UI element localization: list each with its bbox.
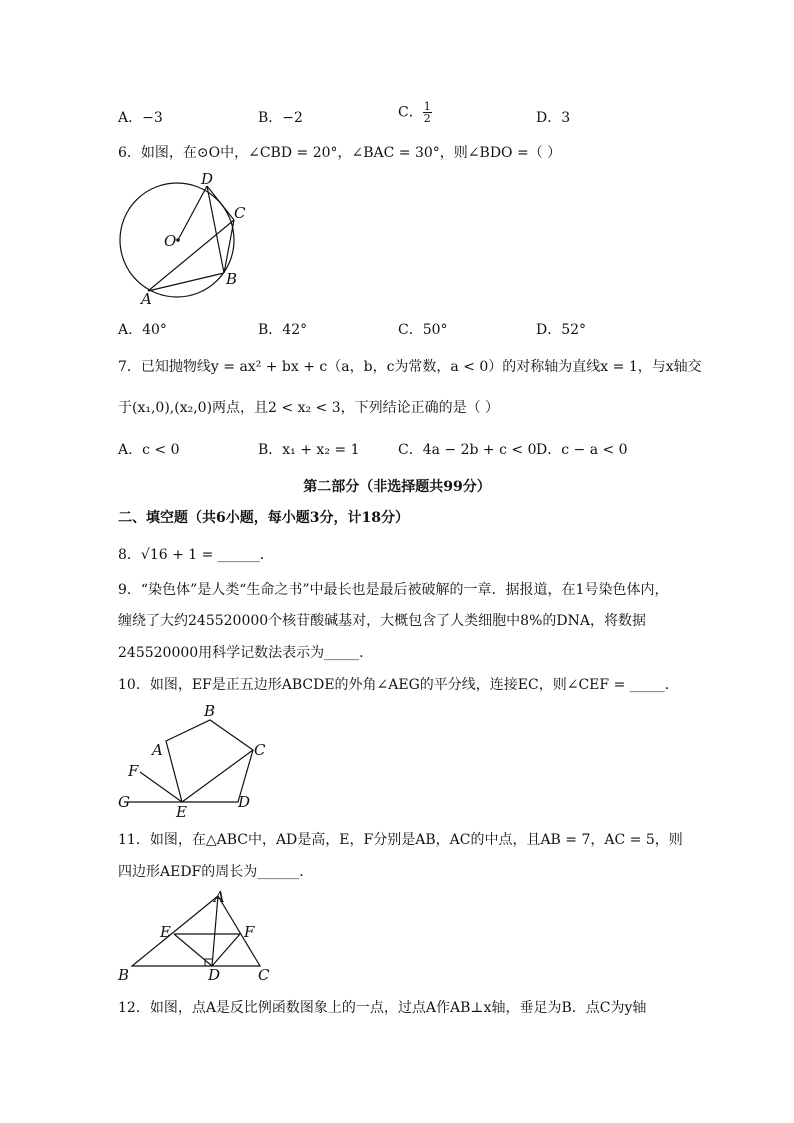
label-d: D — [238, 793, 251, 811]
fraction-numerator: 1 — [423, 100, 431, 113]
q6-option-d: D．52° — [536, 322, 587, 338]
center-point — [176, 238, 180, 242]
q6-option-c: C．50° — [398, 322, 448, 338]
q10-question-text: 10．如图，EF是正五边形ABCDE的外角∠AEG的平分线，连接EC，则∠CEF = _____． — [118, 677, 679, 693]
q7-option-c: C．4a − 2b + c < 0 — [398, 442, 537, 458]
label-a: A — [152, 741, 163, 759]
label-c: C — [254, 741, 266, 759]
label-f: F — [128, 762, 139, 780]
pentagon-abcde — [166, 720, 253, 802]
q6-question-text: 6．如图，在⊙O中，∠CBD = 20°，∠BAC = 30°，则∠BDO =（ ） — [118, 145, 562, 161]
label-e: E — [176, 803, 187, 820]
label-c: C — [234, 204, 246, 222]
label-d: D — [201, 170, 214, 188]
segment-cb — [224, 220, 234, 273]
q9-question-line1: 9．“染色体”是人类“生命之书”中最长也是最后被破解的一章．据报道，在1号染色体内， — [118, 582, 669, 598]
part2-title: 第二部分（非选择题共99分） — [303, 479, 491, 495]
q7-question-line2: 于(x₁,0),(x₂,0)两点，且2 < x₂ < 3，下列结论正确的是（ ） — [118, 400, 500, 416]
label-c: C — [258, 966, 270, 984]
q5-option-c-prefix: C． — [398, 104, 423, 121]
triangle-abc — [132, 896, 260, 966]
label-a: A — [214, 888, 225, 906]
label-g: G — [118, 793, 130, 811]
altitude-ad — [212, 896, 218, 966]
q5-option-a: A．−3 — [118, 110, 163, 126]
label-b: B — [204, 702, 216, 720]
label-b: B — [118, 966, 130, 984]
q7-option-a: A．c < 0 — [118, 442, 180, 458]
segment-fd — [212, 934, 240, 966]
q5-option-d: D．3 — [536, 110, 571, 126]
q7-question-line1: 7．已知抛物线y = ax² + bx + c（a，b，c为常数，a < 0）的对称轴为直线x = 1，与x轴交 — [118, 359, 702, 375]
q10-pentagon-figure — [112, 700, 272, 820]
label-b: B — [226, 270, 238, 288]
segment-dc — [207, 186, 234, 220]
label-a: A — [141, 290, 152, 308]
segment-ed — [174, 934, 212, 966]
q12-question-line1: 12．如图，点A是反比例函数图象上的一点，过点A作AB⊥x轴，垂足为B．点C为y轴 — [118, 1000, 647, 1016]
q11-question-line2: 四边形AEDF的周长为______． — [118, 864, 314, 880]
q5-option-c — [398, 101, 432, 124]
q8-question-text: 8．√16 + 1 = ______． — [118, 547, 274, 563]
q11-question-line1: 11．如图，在△ABC中，AD是高，E，F分别是AB，AC的中点，且AB = 7，AC = 5，则 — [118, 832, 683, 848]
q6-option-a: A．40° — [118, 322, 167, 338]
q9-question-line3: 245520000用科学记数法表示为_____． — [118, 645, 374, 661]
section2-title: 二、填空题（共6小题，每小题3分，计18分） — [118, 510, 409, 526]
label-o: O — [164, 232, 177, 250]
fraction — [423, 101, 432, 124]
q6-option-b: B．42° — [258, 322, 308, 338]
q7-option-d: D．c − a < 0 — [536, 442, 628, 458]
label-e: E — [160, 923, 171, 941]
q11-triangle-figure — [112, 886, 282, 986]
q9-question-line2: 缠绕了大约245520000个核苷酸碱基对，大概包含了人类细胞中8%的DNA，将数据 — [118, 613, 646, 629]
segment-db — [207, 186, 224, 273]
segment-do — [178, 186, 207, 240]
q7-option-b: B．x₁ + x₂ = 1 — [258, 442, 360, 458]
fraction-denominator: 2 — [423, 112, 431, 125]
label-d: D — [208, 966, 221, 984]
label-f: F — [244, 923, 255, 941]
q6-circle-figure — [112, 170, 262, 310]
q5-option-b: B．−2 — [258, 110, 303, 126]
